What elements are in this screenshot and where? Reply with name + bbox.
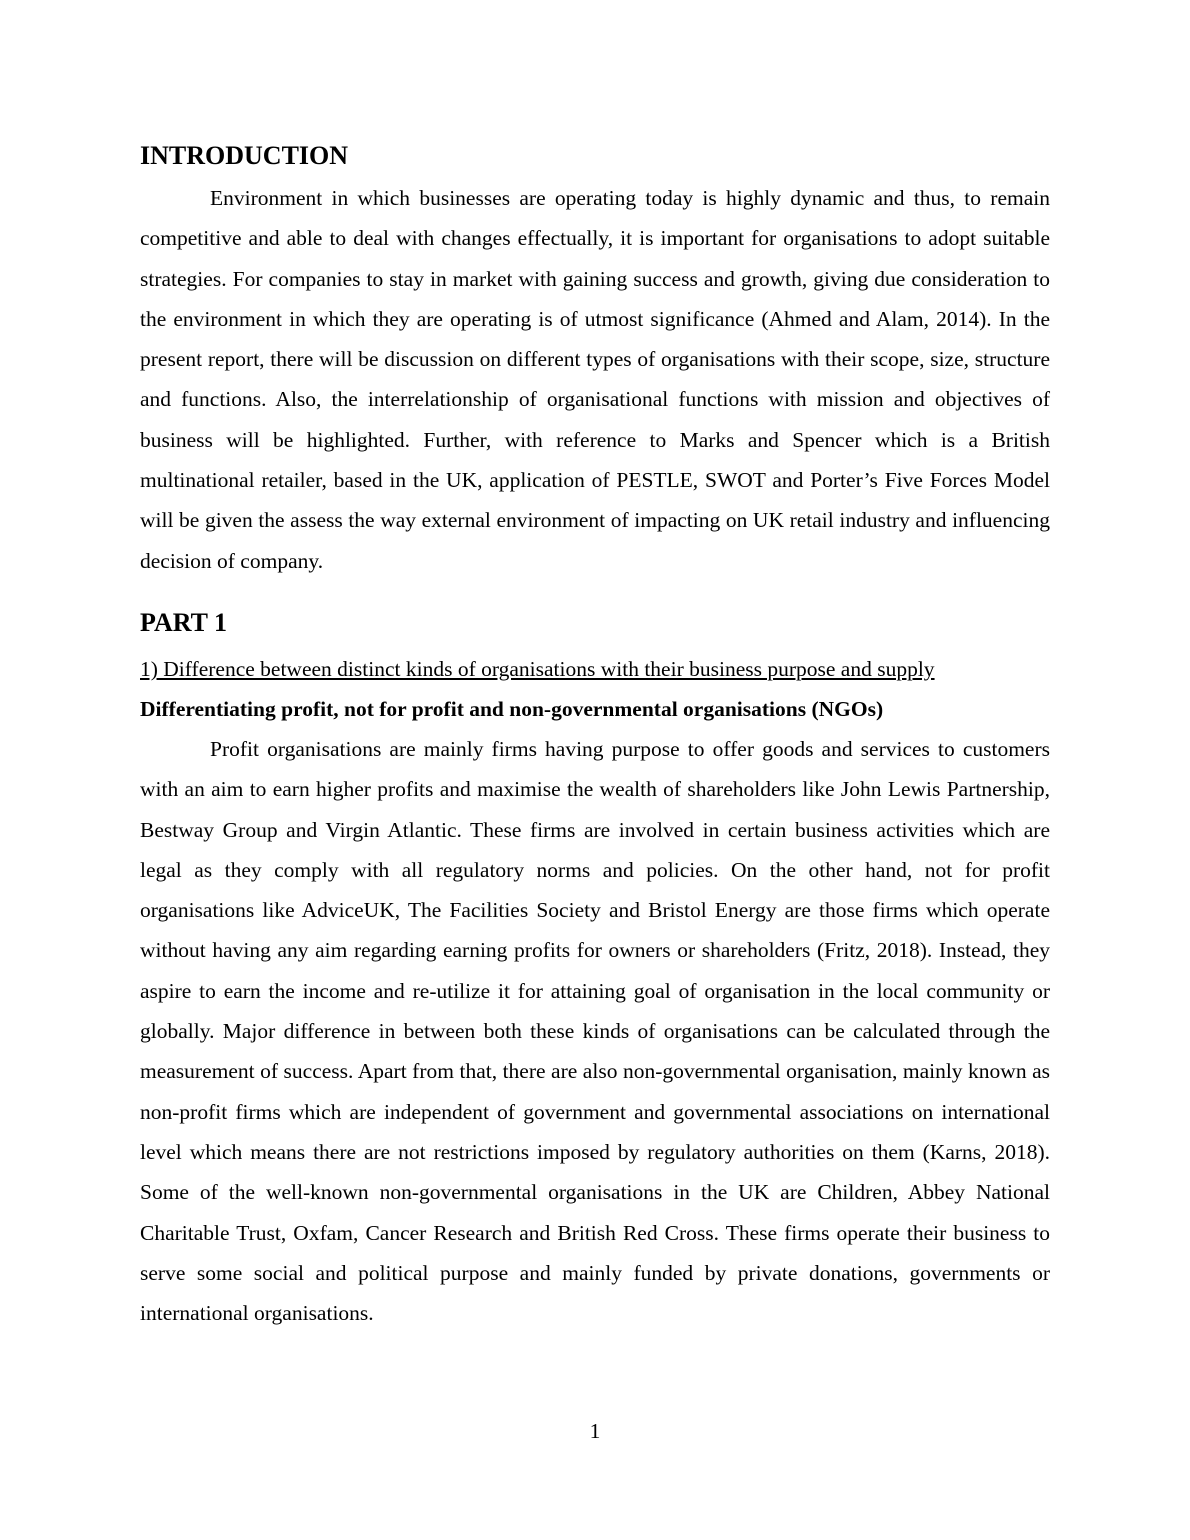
document-page: [140, 138, 1050, 1333]
introduction-heading: INTRODUCTION: [140, 141, 349, 170]
part1-heading: PART 1: [140, 607, 227, 637]
part1-bold-heading: Differentiating profit, not for profit and non-governmental organisations (NGOs): [140, 696, 884, 721]
introduction-paragraph: Environment in which businesses are operating today is highly dynamic and thus, to remain competitive and able to deal with changes effectually, it is important for organisations to adopt suitable strategies. For companies to stay in market with gaining success and growth, giving due consideration to the environment in which they are operating is of utmost significance (Ahmed and Alam, 2014). In the present report, there will be discussion on different types of organisations with their scope, size, structure and functions. Also, the interrelationship of organisational functions with mission and objectives of business will be highlighted. Further, with reference to Marks and Spencer which is a British multinational retailer, based in the UK, application of PESTLE, SWOT and Porter’s Five Forces Model will be given the assess the way external environment of impacting on UK retail industry and influencing decision of company.: [140, 186, 1050, 573]
part1-paragraph: Profit organisations are mainly firms having purpose to offer goods and services to customers with an aim to earn higher profits and maximise the wealth of shareholders like John Lewis Partnership, Bestway Group and Virgin Atlantic. These firms are involved in certain business activities which are legal as they comply with all regulatory norms and policies. On the other hand, not for profit organisations like AdviceUK, The Facilities Society and Bristol Energy are those firms which operate without having any aim regarding earning profits for owners or shareholders (Fritz, 2018). Instead, they aspire to earn the income and re-utilize it for attaining goal of organisation in the local community or globally. Major difference in between both these kinds of organisations can be calculated through the measurement of success. Apart from that, there are also non-governmental organisation, mainly known as non-profit firms which are independent of government and governmental associations on international level which means there are not restrictions imposed by regulatory authorities on them (Karns, 2018). Some of the well-known non-governmental organisations in the UK are Children, Abbey National Charitable Trust, Oxfam, Cancer Research and British Red Cross. These firms operate their business to serve some social and political purpose and mainly funded by private donations, governments or international organisations.: [140, 736, 1050, 1326]
part1-subheading: 1) Difference between distinct kinds of organisations with their business purpose and supply: [140, 656, 935, 681]
page-number: 1: [589, 1419, 601, 1443]
